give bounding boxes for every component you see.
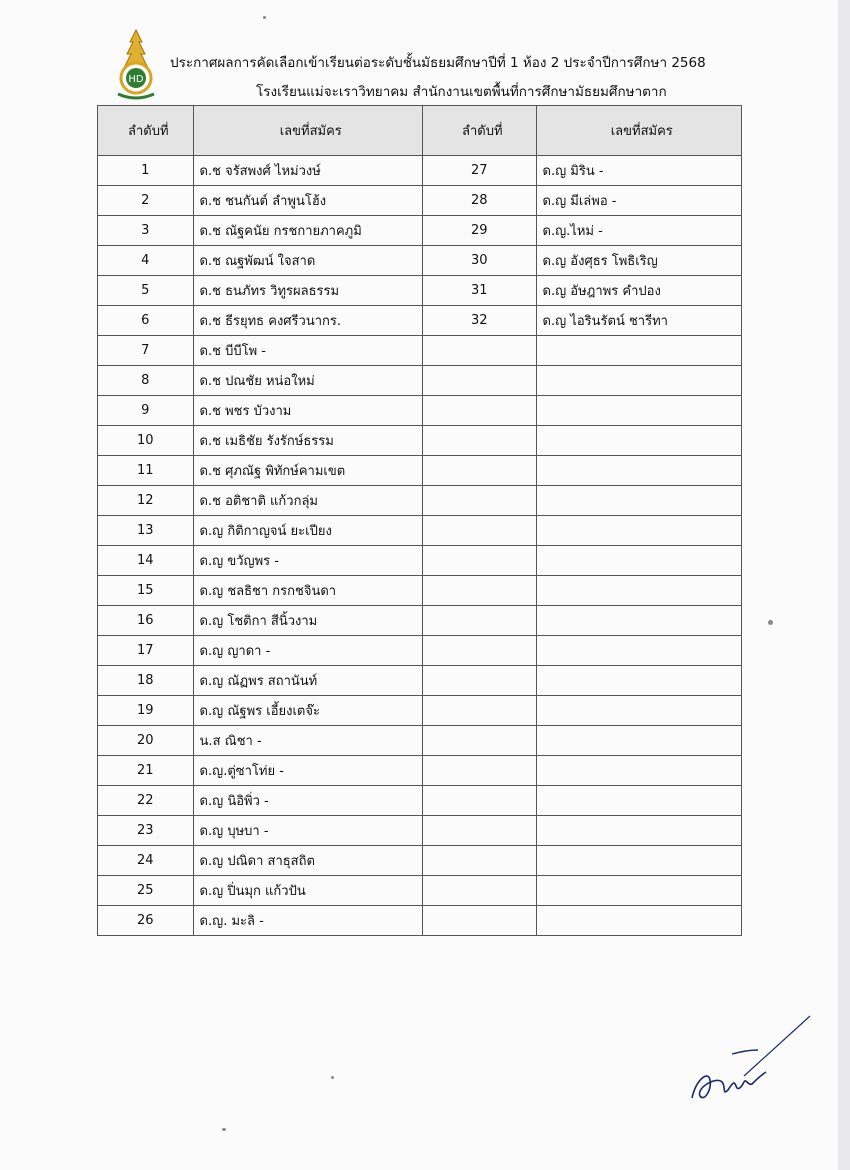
applicant-name <box>536 396 741 426</box>
applicant-name: น.ส ณิชา - <box>193 726 422 756</box>
applicant-name <box>536 336 741 366</box>
table-row <box>98 696 423 726</box>
order-number: 5 <box>98 276 194 306</box>
column-header-order: ลำดับที่ <box>423 106 537 156</box>
applicant-name: ด.ญ ชลธิชา กรกชจินดา <box>193 576 422 606</box>
table-row <box>423 276 742 306</box>
table-row <box>98 576 423 606</box>
order-number <box>423 606 537 636</box>
table-row <box>98 816 423 846</box>
table-row <box>423 426 742 456</box>
applicant-name: ด.ช จรัสพงศ์ ไหม่วงษ์ <box>193 156 422 186</box>
order-number <box>423 666 537 696</box>
order-number: 14 <box>98 546 194 576</box>
applicant-name <box>536 426 741 456</box>
order-number <box>423 396 537 426</box>
table-row <box>423 786 742 816</box>
applicant-name: ด.ญ ไอรินรัตน์ ชารีทา <box>536 306 741 336</box>
table-row <box>98 186 423 216</box>
order-number <box>423 816 537 846</box>
order-number: 1 <box>98 156 194 186</box>
table-row <box>98 306 423 336</box>
applicant-name: ด.ช ณัฐคนัย กรชกายภาคภูมิ <box>193 216 422 246</box>
column-header-application: เลขที่สมัคร <box>536 106 741 156</box>
table-row <box>98 756 423 786</box>
table-row <box>423 336 742 366</box>
order-number: 9 <box>98 396 194 426</box>
order-number <box>423 636 537 666</box>
table-row <box>423 456 742 486</box>
applicant-name: ด.ช ธีรยุทธ คงศรีวนากร. <box>193 306 422 336</box>
applicant-name <box>536 636 741 666</box>
table-row <box>98 786 423 816</box>
table-row <box>423 216 742 246</box>
applicant-name <box>536 486 741 516</box>
signature <box>686 1010 816 1110</box>
order-number: 16 <box>98 606 194 636</box>
order-number: 21 <box>98 756 194 786</box>
order-number: 7 <box>98 336 194 366</box>
scan-speck <box>331 1076 334 1079</box>
applicant-name <box>536 516 741 546</box>
order-number: 27 <box>423 156 537 186</box>
table-row <box>98 366 423 396</box>
applicant-name: ด.ญ ญาดา - <box>193 636 422 666</box>
applicant-name: ด.ช เมธิชัย รังรักษ์ธรรม <box>193 426 422 456</box>
svg-text:HD: HD <box>128 74 144 85</box>
applicant-name: ด.ญ.ตู่ซาโท่ย - <box>193 756 422 786</box>
table-row <box>423 606 742 636</box>
table-row <box>423 366 742 396</box>
applicant-name: ด.ญ.ไหม่ - <box>536 216 741 246</box>
table-row <box>423 396 742 426</box>
order-number: 15 <box>98 576 194 606</box>
table-row <box>423 486 742 516</box>
applicant-name <box>536 546 741 576</box>
order-number <box>423 366 537 396</box>
table-row <box>98 876 423 906</box>
table-row <box>98 666 423 696</box>
applicant-name <box>536 456 741 486</box>
applicant-name <box>536 786 741 816</box>
order-number: 2 <box>98 186 194 216</box>
order-number: 10 <box>98 426 194 456</box>
table-row <box>98 486 423 516</box>
order-number: 8 <box>98 366 194 396</box>
order-number: 26 <box>98 906 194 936</box>
table-row <box>423 726 742 756</box>
applicant-name <box>536 696 741 726</box>
applicant-name: ด.ช ปณชัย หน่อใหม่ <box>193 366 422 396</box>
applicant-name: ด.ช ธนภัทร วิทูรผลธรรม <box>193 276 422 306</box>
order-number: 23 <box>98 816 194 846</box>
order-number <box>423 876 537 906</box>
table-row <box>423 576 742 606</box>
table-row <box>423 666 742 696</box>
order-number: 24 <box>98 846 194 876</box>
table-row <box>98 396 423 426</box>
order-number: 22 <box>98 786 194 816</box>
applicant-name: ด.ญ นิอิพิ่ว - <box>193 786 422 816</box>
table-row <box>423 546 742 576</box>
applicant-name: ด.ญ มิริน - <box>536 156 741 186</box>
applicant-name <box>536 906 741 936</box>
applicant-name: ด.ช บีบีโพ - <box>193 336 422 366</box>
applicant-name <box>536 726 741 756</box>
table-row <box>423 516 742 546</box>
order-number: 29 <box>423 216 537 246</box>
applicant-name <box>536 666 741 696</box>
column-header-application: เลขที่สมัคร <box>193 106 422 156</box>
results-table-left <box>97 105 423 936</box>
table-row <box>423 186 742 216</box>
order-number: 31 <box>423 276 537 306</box>
order-number <box>423 336 537 366</box>
applicant-name <box>536 366 741 396</box>
table-row <box>98 456 423 486</box>
order-number <box>423 516 537 546</box>
applicant-name: ด.ช ชนกันต์ ลำพูนโฮ้ง <box>193 186 422 216</box>
table-row <box>98 276 423 306</box>
table-row <box>423 876 742 906</box>
table-row <box>423 816 742 846</box>
applicant-name: ด.ญ อัษฎาพร คำปอง <box>536 276 741 306</box>
table-row <box>98 606 423 636</box>
order-number <box>423 546 537 576</box>
table-row <box>423 906 742 936</box>
table-row <box>98 636 423 666</box>
applicant-name: ด.ญ อังศุธร โพธิเริญ <box>536 246 741 276</box>
applicant-name: ด.ญ ปณิดา สาธุสถิต <box>193 846 422 876</box>
page-subtitle: โรงเรียนแม่จะเราวิทยาคม สำนักงานเขตพื้นที่การศึกษามัธยมศึกษาตาก <box>256 84 667 100</box>
scan-speck <box>768 620 773 625</box>
order-number: 13 <box>98 516 194 546</box>
order-number <box>423 456 537 486</box>
applicant-name <box>536 816 741 846</box>
applicant-name: ด.ช อติชาติ แก้วกลุ่ม <box>193 486 422 516</box>
scan-edge <box>838 0 850 1170</box>
order-number: 28 <box>423 186 537 216</box>
table-row <box>98 546 423 576</box>
table-row <box>423 306 742 336</box>
order-number: 25 <box>98 876 194 906</box>
column-header-order: ลำดับที่ <box>98 106 194 156</box>
order-number: 11 <box>98 456 194 486</box>
table-row <box>423 696 742 726</box>
order-number <box>423 756 537 786</box>
applicant-name: ด.ช ศุภณัฐ พิทักษ์คามเขต <box>193 456 422 486</box>
table-row <box>98 156 423 186</box>
order-number: 6 <box>98 306 194 336</box>
page-title: ประกาศผลการคัดเลือกเข้าเรียนต่อระดับชั้นมัธยมศึกษาปีที่ 1 ห้อง 2 ประจำปีการศึกษา 2568 <box>170 55 706 71</box>
order-number <box>423 486 537 516</box>
table-header-row <box>423 106 742 156</box>
table-row <box>98 336 423 366</box>
table-header-row <box>98 106 423 156</box>
results-table-right <box>422 105 742 936</box>
order-number: 12 <box>98 486 194 516</box>
table-row <box>423 246 742 276</box>
order-number: 19 <box>98 696 194 726</box>
order-number <box>423 426 537 456</box>
order-number: 18 <box>98 666 194 696</box>
applicant-name: ด.ญ ณัฏพร สถานันท์ <box>193 666 422 696</box>
applicant-name: ด.ญ โชติกา สีนิ้วงาม <box>193 606 422 636</box>
table-row <box>423 636 742 666</box>
order-number <box>423 786 537 816</box>
table-row <box>98 216 423 246</box>
table-row <box>98 726 423 756</box>
applicant-name: ด.ญ ณัฐพร เอี้ยงเตจ๊ะ <box>193 696 422 726</box>
order-number: 17 <box>98 636 194 666</box>
scan-speck <box>263 16 266 19</box>
order-number: 30 <box>423 246 537 276</box>
table-row <box>98 426 423 456</box>
applicant-name: ด.ญ บุษบา - <box>193 816 422 846</box>
applicant-name <box>536 876 741 906</box>
table-row <box>423 846 742 876</box>
table-row <box>423 156 742 186</box>
applicant-name: ด.ช ณฐพัฒน์ ใจสาด <box>193 246 422 276</box>
applicant-name: ด.ญ ปิ่นมุก แก้วปัน <box>193 876 422 906</box>
order-number: 4 <box>98 246 194 276</box>
table-row <box>98 846 423 876</box>
order-number <box>423 906 537 936</box>
order-number: 20 <box>98 726 194 756</box>
order-number <box>423 846 537 876</box>
table-row <box>98 516 423 546</box>
order-number: 3 <box>98 216 194 246</box>
applicant-name: ด.ช พชร บัวงาม <box>193 396 422 426</box>
order-number: 32 <box>423 306 537 336</box>
applicant-name: ด.ญ. มะลิ - <box>193 906 422 936</box>
scan-speck <box>222 1128 226 1131</box>
order-number <box>423 696 537 726</box>
applicant-name: ด.ญ มีเล่พอ - <box>536 186 741 216</box>
table-row <box>423 756 742 786</box>
order-number <box>423 576 537 606</box>
school-logo-icon <box>112 28 160 104</box>
applicant-name: ด.ญ กิติกาญจน์ ยะเปียง <box>193 516 422 546</box>
applicant-name <box>536 756 741 786</box>
table-row <box>98 246 423 276</box>
applicant-name: ด.ญ ขวัญพร - <box>193 546 422 576</box>
applicant-name <box>536 576 741 606</box>
order-number <box>423 726 537 756</box>
applicant-name <box>536 606 741 636</box>
applicant-name <box>536 846 741 876</box>
table-row <box>98 906 423 936</box>
